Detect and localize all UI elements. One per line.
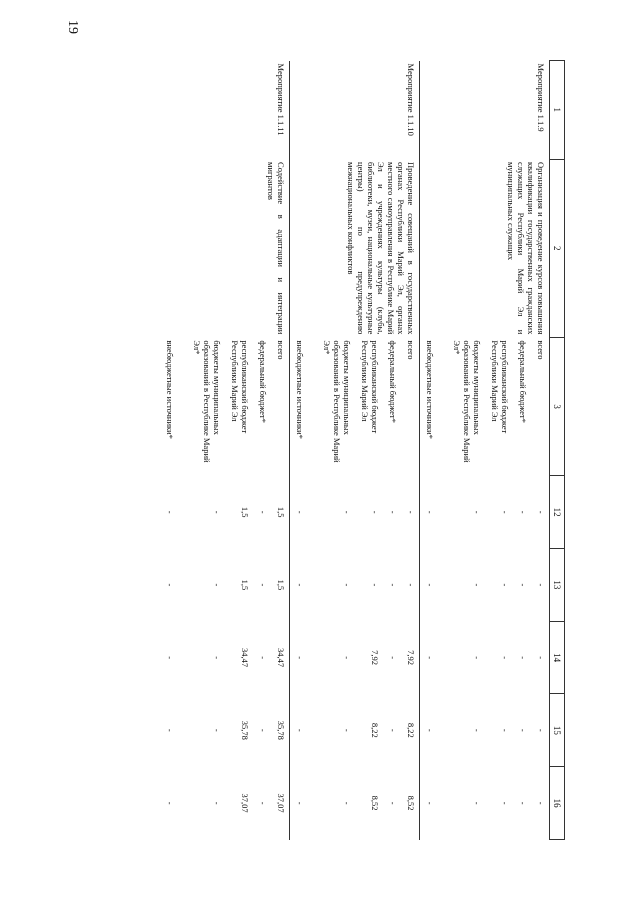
- value-cell: -: [212, 801, 222, 805]
- value-cell: -: [518, 656, 528, 660]
- value-cell: -: [258, 728, 268, 732]
- value-cell: -: [531, 476, 550, 549]
- value-cell: -: [518, 728, 528, 732]
- value-cell: -: [425, 728, 435, 732]
- value-cell: 35,78: [240, 720, 250, 740]
- source-label: бюджеты муниципальных образований в Республике Марий Эл*: [192, 340, 222, 463]
- value-cell: -: [472, 583, 482, 587]
- value-cell: -: [370, 583, 380, 587]
- event-id: Мероприятие 1.1.9: [420, 61, 550, 160]
- table-row: [401, 61, 420, 840]
- value-cell: -: [425, 656, 435, 660]
- source-label: республиканский бюджет Республики Марий Эл: [360, 340, 380, 434]
- value-cell: 1,5: [240, 506, 250, 518]
- value-cell: 8,52: [370, 795, 380, 811]
- value-cell: 8,22: [370, 722, 380, 738]
- value-cell: -: [342, 510, 352, 514]
- value-cell: 1,5: [271, 476, 290, 549]
- header-col-1: 1: [550, 61, 565, 160]
- header-col-13: 13: [550, 549, 565, 622]
- header-col-14: 14: [550, 621, 565, 694]
- value-cell: 37,07: [240, 793, 250, 813]
- value-cell: 7,92: [370, 650, 380, 666]
- value-cell: 1,5: [240, 579, 250, 591]
- value-cell: -: [472, 656, 482, 660]
- value-cell: -: [165, 583, 175, 587]
- source-label: внебюджетные источники*: [425, 340, 435, 439]
- value-cell: -: [388, 510, 398, 514]
- source-label: республиканский бюджет Республики Марий Эл: [230, 340, 250, 434]
- value-cell: -: [500, 583, 510, 587]
- value-cell: -: [531, 549, 550, 622]
- value-cell: -: [401, 476, 420, 549]
- value-cell: -: [165, 801, 175, 805]
- source-label: республиканский бюджет Республики Марий Эл: [490, 340, 510, 434]
- value-cell: -: [295, 801, 305, 805]
- event-id: Мероприятие 1.1.11: [160, 61, 290, 160]
- value-cell: -: [258, 656, 268, 660]
- value-cell: -: [472, 728, 482, 732]
- value-cell: -: [388, 583, 398, 587]
- value-cell: -: [165, 510, 175, 514]
- source-label: всего: [271, 337, 290, 475]
- value-cell: 7,92: [401, 621, 420, 694]
- table-row: [531, 61, 550, 840]
- value-cell: -: [388, 801, 398, 805]
- value-cell: -: [531, 621, 550, 694]
- source-label: внебюджетные источники*: [165, 340, 175, 439]
- header-col-15: 15: [550, 694, 565, 767]
- value-cell: 8,52: [401, 767, 420, 840]
- value-cell: 34,47: [240, 648, 250, 668]
- value-cell: -: [212, 656, 222, 660]
- source-label: всего: [531, 337, 550, 475]
- value-cell: 8,22: [401, 694, 420, 767]
- value-cell: -: [295, 510, 305, 514]
- source-label: федеральный бюджет*: [388, 340, 398, 423]
- funding-table: [160, 60, 565, 840]
- value-cell: -: [425, 801, 435, 805]
- value-cell: -: [165, 656, 175, 660]
- event-name: Организация и проведение курсов повышения квалификации государственных гражданских служащих Республики Марий Эл и муниципальных служащих: [420, 159, 550, 337]
- value-cell: 34,47: [271, 621, 290, 694]
- value-cell: -: [212, 510, 222, 514]
- value-cell: -: [425, 583, 435, 587]
- value-cell: -: [212, 728, 222, 732]
- value-cell: -: [518, 583, 528, 587]
- event-name: Содействие в адаптации и интеграции мигрантов: [160, 159, 290, 337]
- value-cell: -: [212, 583, 222, 587]
- value-cell: -: [342, 656, 352, 660]
- value-cell: -: [295, 656, 305, 660]
- value-cell: -: [518, 510, 528, 514]
- value-cell: -: [518, 801, 528, 805]
- value-cell: -: [258, 801, 268, 805]
- value-cell: -: [370, 510, 380, 514]
- source-label: федеральный бюджет*: [258, 340, 268, 423]
- value-cell: -: [500, 510, 510, 514]
- header-col-16: 16: [550, 767, 565, 840]
- source-label: бюджеты муниципальных образований в Республике Марий Эл*: [452, 340, 482, 463]
- value-cell: -: [342, 801, 352, 805]
- value-cell: -: [401, 549, 420, 622]
- value-cell: -: [472, 510, 482, 514]
- page-number: 19: [65, 20, 80, 34]
- value-cell: -: [258, 510, 268, 514]
- value-cell: -: [500, 656, 510, 660]
- header-col-2: 2: [550, 159, 565, 337]
- value-cell: -: [425, 510, 435, 514]
- value-cell: 37,07: [271, 767, 290, 840]
- source-label: федеральный бюджет*: [518, 340, 528, 423]
- value-cell: 35,78: [271, 694, 290, 767]
- value-cell: -: [472, 801, 482, 805]
- value-cell: -: [531, 694, 550, 767]
- source-label: внебюджетные источники*: [295, 340, 305, 439]
- value-cell: -: [258, 583, 268, 587]
- value-cell: -: [500, 801, 510, 805]
- rotated-table-container: [95, 60, 565, 840]
- value-cell: -: [342, 583, 352, 587]
- value-cell: -: [388, 728, 398, 732]
- header-col-12: 12: [550, 476, 565, 549]
- value-cell: -: [165, 728, 175, 732]
- value-cell: -: [342, 728, 352, 732]
- value-cell: -: [295, 728, 305, 732]
- source-label: всего: [401, 337, 420, 475]
- header-row: [550, 61, 565, 840]
- header-col-3: 3: [550, 337, 565, 475]
- value-cell: -: [500, 728, 510, 732]
- value-cell: 1,5: [271, 549, 290, 622]
- source-label: бюджеты муниципальных образований в Республике Марий Эл*: [322, 340, 352, 463]
- value-cell: -: [295, 583, 305, 587]
- value-cell: -: [531, 767, 550, 840]
- event-id: Мероприятие 1.1.10: [290, 61, 420, 160]
- table-row: [271, 61, 290, 840]
- value-cell: -: [388, 656, 398, 660]
- event-name: Проведение совещаний в государственных органах Республики Марий Эл, органах местного самоуправления в Республике Марий Эл и учреждениях культуры (клубы, библиотеки, музеи, национальные культурные центры) по предупреждению межнациональных конфликтов: [290, 159, 420, 337]
